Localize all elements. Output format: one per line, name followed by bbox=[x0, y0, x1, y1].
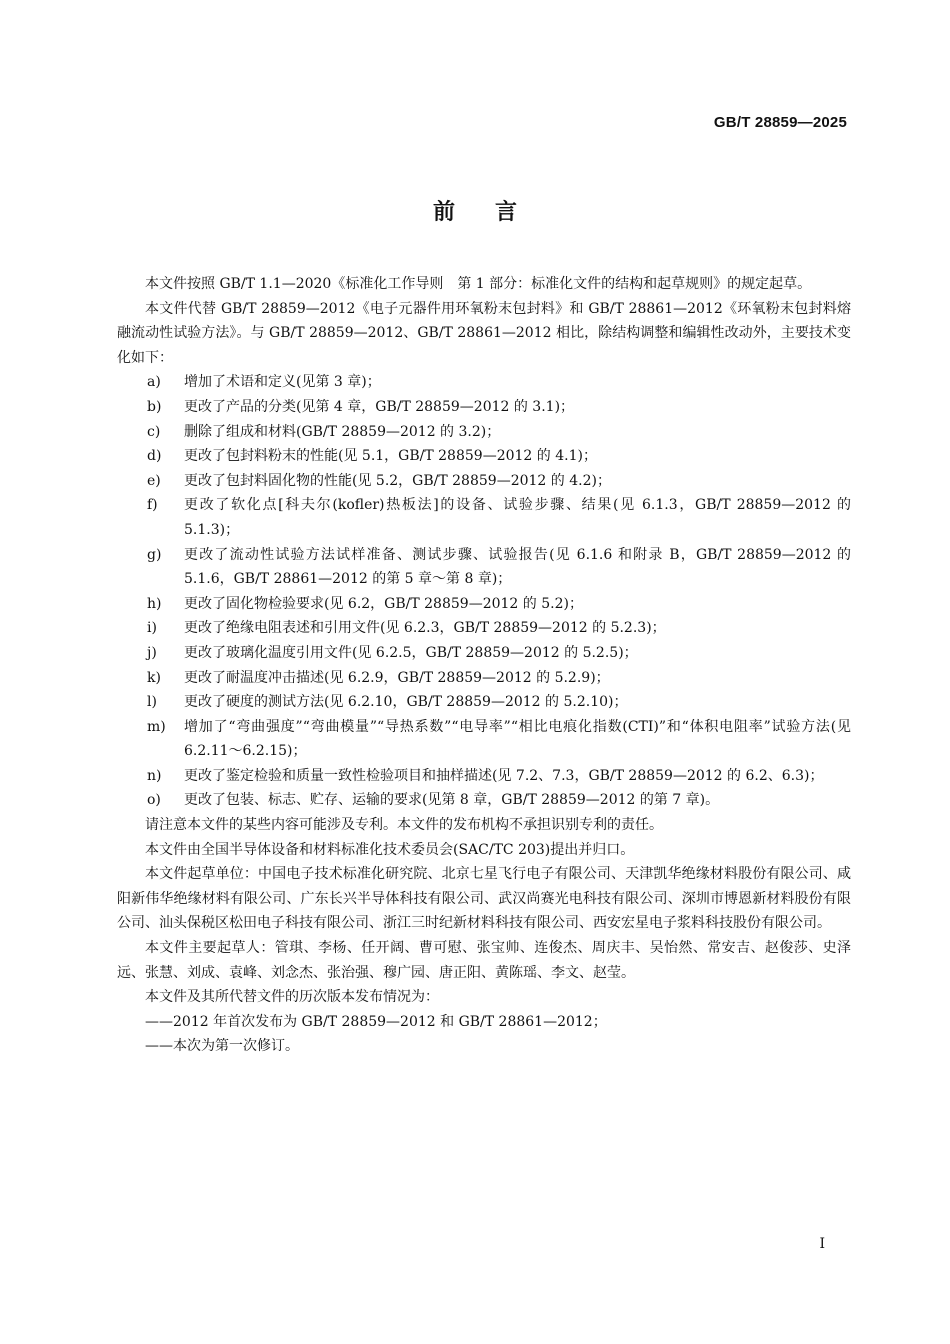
page-title: 前言 bbox=[432, 200, 557, 225]
list-item-label: o) bbox=[147, 792, 161, 809]
proposer-paragraph: 本文件由全国半导体设备和材料标准化技术委员会(SAC/TC 203)提出并归口。 bbox=[145, 841, 635, 858]
history-item: ——本次为第一次修订。 bbox=[145, 1038, 299, 1055]
list-item-label: e) bbox=[147, 472, 161, 489]
list-item bbox=[117, 788, 851, 813]
list-item-text: 更改了包封料固化物的性能(见 5.2，GB/T 28859—2012 的 4.2)； bbox=[184, 472, 611, 489]
history-intro: 本文件及其所代替文件的历次版本发布情况为： bbox=[145, 989, 439, 1006]
list-item-label: l) bbox=[147, 694, 157, 711]
list-item-label: c) bbox=[147, 423, 161, 440]
list-item-text: 更改了包封料粉末的性能(见 5.1，GB/T 28859—2012 的 4.1)； bbox=[184, 448, 597, 465]
list-item bbox=[117, 641, 851, 666]
list-item-text: 更改了软化点[科夫尔(kofler)热板法]的设备、试验步骤、结果(见 6.1.3，GB/T 28859—2012 的 5.1.3)； bbox=[184, 497, 851, 538]
list-item-label: f) bbox=[147, 497, 158, 514]
list-item-label: k) bbox=[147, 669, 161, 686]
list-item bbox=[117, 690, 851, 715]
list-item-label: b) bbox=[147, 398, 162, 415]
history-item: ——2012 年首次发布为 GB/T 28859—2012 和 GB/T 28861—2012； bbox=[145, 1013, 607, 1030]
list-item bbox=[117, 395, 851, 420]
list-item bbox=[117, 444, 851, 469]
list-item bbox=[117, 666, 851, 691]
list-item bbox=[117, 543, 851, 592]
list-item-label: d) bbox=[147, 448, 162, 465]
drafters-paragraph: 本文件主要起草人：管琪、李杨、任开阔、曹可慰、张宝帅、连俊杰、周庆丰、吴怡然、常安吉、赵俊莎、史泽远、张慧、刘成、袁峰、刘念杰、张治强、穆广园、唐正阳、黄陈瑶、李文、赵莹。 bbox=[117, 940, 851, 981]
list-item-text: 更改了鉴定检验和质量一致性检验项目和抽样描述(见 7.2、7.3，GB/T 28859—2012 的 6.2、6.3)； bbox=[184, 767, 824, 784]
list-item-text: 更改了硬度的测试方法(见 6.2.10，GB/T 28859—2012 的 5.2.10)； bbox=[184, 694, 628, 711]
list-item bbox=[117, 469, 851, 494]
drafting-units-paragraph: 本文件起草单位：中国电子技术标准化研究院、北京七星飞行电子有限公司、天津凯华绝缘材料股份有限公司、咸阳新伟华绝缘材料有限公司、广东长兴半导体科技有限公司、武汉尚赛光电科技有限公司、深圳市博恩新材料股份有限公司、汕头保税区松田电子科技有限公司、浙江三时纪新材料科技有限公司、西安宏星电子浆料科技股份有限公司。 bbox=[117, 866, 851, 932]
patent-notice: 请注意本文件的某些内容可能涉及专利。本文件的发布机构不承担识别专利的责任。 bbox=[145, 817, 663, 834]
list-item-label: n) bbox=[147, 767, 162, 784]
list-item-text: 更改了产品的分类(见第 4 章，GB/T 28859—2012 的 3.1)； bbox=[184, 398, 575, 415]
intro-paragraph: 本文件按照 GB/T 1.1—2020《标准化工作导则 第 1 部分：标准化文件的结构和起草规则》的规定起草。 bbox=[145, 276, 812, 292]
list-item-text: 增加了术语和定义(见第 3 章)； bbox=[184, 374, 381, 391]
list-item bbox=[117, 616, 851, 641]
intro-paragraph: 本文件代替 GB/T 28859—2012《电子元器件用环氧粉末包封料》和 GB/T 28861—2012《环氧粉末包封料熔融流动性试验方法》。与 GB/T 28859—2012、GB/T 28861—2012 相比，除结构调整和编辑性改动外，主要技术变化如下： bbox=[117, 300, 851, 366]
list-item-text: 更改了绝缘电阻表述和引用文件(见 6.2.3，GB/T 28859—2012 的 5.2.3)； bbox=[184, 620, 666, 637]
list-item-label: h) bbox=[147, 595, 162, 612]
page-number: I bbox=[819, 1236, 825, 1252]
standard-number: GB/T 28859—2025 bbox=[713, 114, 847, 131]
foreword-body bbox=[117, 272, 851, 1059]
list-item-label: i) bbox=[147, 620, 157, 637]
list-item bbox=[117, 715, 851, 764]
list-item bbox=[117, 764, 851, 789]
list-item-text: 增加了“弯曲强度”“弯曲模量”“导热系数”“电导率”“相比电痕化指数(CTI)”和“体积电阻率”试验方法(见 6.2.11～6.2.15)； bbox=[184, 718, 851, 760]
list-item-text: 更改了流动性试验方法试样准备、测试步骤、试验报告(见 6.1.6 和附录 B，GB/T 28859—2012 的 5.1.6，GB/T 28861—2012 的第 5 章～第 8 章)； bbox=[184, 546, 851, 588]
list-item-text: 更改了玻璃化温度引用文件(见 6.2.5，GB/T 28859—2012 的 5.2.5)； bbox=[184, 644, 638, 661]
list-item-label: j) bbox=[147, 644, 157, 661]
changes-list bbox=[117, 370, 851, 813]
list-item bbox=[117, 420, 851, 445]
list-item-text: 更改了包装、标志、贮存、运输的要求(见第 8 章，GB/T 28859—2012 的第 7 章)。 bbox=[184, 792, 720, 809]
list-item-label: a) bbox=[147, 374, 161, 391]
list-item-label: g) bbox=[147, 546, 162, 563]
list-item bbox=[117, 370, 851, 395]
list-item-text: 删除了组成和材料(GB/T 28859—2012 的 3.2)； bbox=[184, 423, 501, 440]
list-item bbox=[117, 592, 851, 617]
list-item-text: 更改了耐温度冲击描述(见 6.2.9，GB/T 28859—2012 的 5.2.9)； bbox=[184, 669, 610, 686]
list-item bbox=[117, 493, 851, 542]
list-item-label: m) bbox=[147, 718, 166, 735]
list-item-text: 更改了固化物检验要求(见 6.2，GB/T 28859—2012 的 5.2)； bbox=[184, 595, 583, 612]
